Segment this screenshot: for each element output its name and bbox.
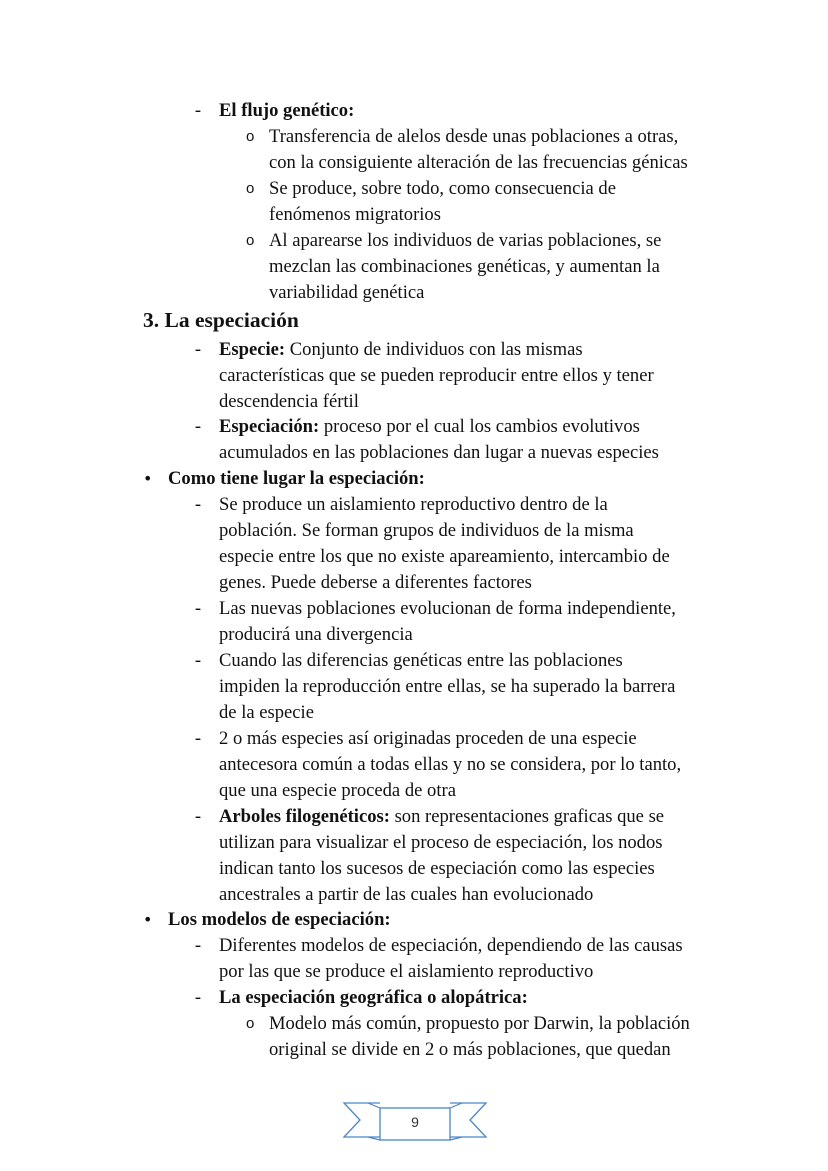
section-heading: 3. La especiación	[143, 308, 299, 332]
como-heading: Como tiene lugar la especiación:	[168, 468, 425, 489]
circle-bullet-icon: o	[246, 128, 255, 145]
dash-bullet: -	[194, 100, 202, 121]
flujo-item-2-line-2: fenómenos migratorios	[269, 204, 441, 225]
como-item-3-line-2: impiden la reproducción entre ellas, se ha superado la barrera	[219, 676, 676, 697]
especie-line-3: descendencia fértil	[219, 391, 359, 412]
como-item-3-line-3: de la especie	[219, 702, 314, 723]
flujo-item-1-line-2: con la consiguiente alteración de las frecuencias génicas	[269, 152, 688, 173]
arboles-line-1	[219, 804, 664, 830]
como-item-2-line-2: producirá una divergencia	[219, 624, 413, 645]
dash-bullet: -	[194, 987, 202, 1008]
dash-bullet: -	[194, 494, 202, 515]
round-bullet-icon: •	[143, 910, 153, 929]
circle-bullet-icon: o	[246, 232, 255, 249]
page-number-ribbon	[340, 1100, 490, 1144]
arboles-line-2: utilizan para visualizar el proceso de especiación, los nodos	[219, 832, 663, 853]
flujo-heading: El flujo genético:	[219, 100, 355, 121]
geo-item-line-1: Modelo más común, propuesto por Darwin, la población	[269, 1013, 690, 1034]
especiacion-line-1	[219, 414, 640, 440]
como-item-3-line-1: Cuando las diferencias genéticas entre las poblaciones	[219, 650, 623, 671]
dash-bullet: -	[194, 339, 202, 360]
flujo-item-3-line-2: mezclan las combinaciones genéticas, y aumentan la	[269, 256, 660, 277]
dash-bullet: -	[194, 728, 202, 749]
arboles-line-3: indican tanto los sucesos de especiación como las especies	[219, 858, 655, 879]
flujo-item-1-line-1: Transferencia de alelos desde unas poblaciones a otras,	[269, 126, 679, 147]
especie-line-1	[219, 337, 583, 363]
como-item-4-line-1: 2 o más especies así originadas proceden de una especie	[219, 728, 637, 749]
dash-bullet: -	[194, 935, 202, 956]
arboles-definition: son representaciones graficas que se	[389, 806, 665, 827]
round-bullet-icon: •	[143, 469, 153, 488]
especiacion-definition: proceso por el cual los cambios evolutivos	[319, 416, 640, 437]
como-item-4-line-3: que una especie proceda de otra	[219, 780, 456, 801]
como-item-1-line-2: población. Se forman grupos de individuos de la misma	[219, 520, 634, 541]
modelos-item-1-line-2: por las que se produce el aislamiento reproductivo	[219, 961, 594, 982]
especie-line-2: características que se pueden reproducir entre ellos y tener	[219, 365, 654, 386]
como-item-1-line-4: genes. Puede deberse a diferentes factores	[219, 572, 532, 593]
arboles-line-4: ancestrales a partir de las cuales han evolucionado	[219, 884, 594, 905]
geo-heading: La especiación geográfica o alopátrica:	[219, 987, 528, 1008]
flujo-item-2-line-1: Se produce, sobre todo, como consecuencia de	[269, 178, 616, 199]
como-item-2-line-1: Las nuevas poblaciones evolucionan de forma independiente,	[219, 598, 676, 619]
como-item-1-line-3: especie entre los que no existe apareamiento, intercambio de	[219, 546, 670, 567]
modelos-heading: Los modelos de especiación:	[168, 909, 391, 930]
como-item-1-line-1: Se produce un aislamiento reproductivo dentro de la	[219, 494, 608, 515]
como-item-4-line-2: antecesora común a todas ellas y no se considera, por lo tanto,	[219, 754, 682, 775]
geo-item-line-2: original se divide en 2 o más poblaciones, que quedan	[269, 1039, 671, 1060]
arboles-term: Arboles filogenéticos:	[219, 806, 390, 827]
page-number: 9	[411, 1114, 419, 1130]
circle-bullet-icon: o	[246, 180, 255, 197]
dash-bullet: -	[194, 416, 202, 437]
flujo-item-3-line-3: variabilidad genética	[269, 282, 425, 303]
especiacion-line-2: acumulados en las poblaciones dan lugar a nuevas especies	[219, 442, 659, 463]
dash-bullet: -	[194, 806, 202, 827]
flujo-item-3-line-1: Al aparearse los individuos de varias poblaciones, se	[269, 230, 662, 251]
modelos-item-1-line-1: Diferentes modelos de especiación, dependiendo de las causas	[219, 935, 683, 956]
especie-term: Especie:	[219, 339, 286, 360]
dash-bullet: -	[194, 598, 202, 619]
circle-bullet-icon: o	[246, 1015, 255, 1032]
dash-bullet: -	[194, 650, 202, 671]
especiacion-term: Especiación:	[219, 416, 320, 437]
especie-definition: Conjunto de individuos con las mismas	[285, 339, 583, 360]
